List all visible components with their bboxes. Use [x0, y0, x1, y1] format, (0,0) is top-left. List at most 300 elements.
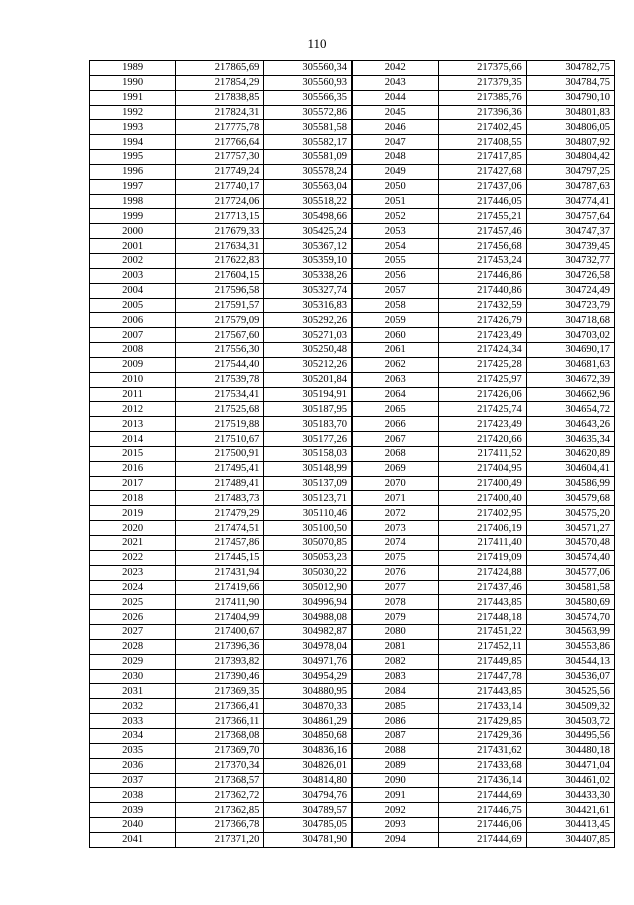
y-coordinate-left: 304850,68 — [264, 728, 352, 743]
point-number-left: 2021 — [90, 536, 176, 551]
x-coordinate-left: 217539,78 — [176, 372, 264, 387]
x-coordinate-right: 217448,18 — [438, 610, 526, 625]
y-coordinate-left: 304814,80 — [264, 773, 352, 788]
coordinates-table — [89, 60, 615, 848]
point-number-left: 1995 — [90, 150, 176, 165]
y-coordinate-right: 304807,92 — [526, 135, 614, 150]
point-number-left: 2004 — [90, 283, 176, 298]
y-coordinate-left: 305187,95 — [264, 402, 352, 417]
y-coordinate-left: 305292,26 — [264, 313, 352, 328]
point-number-right: 2058 — [352, 298, 438, 313]
point-number-left: 2039 — [90, 803, 176, 818]
x-coordinate-right: 217402,95 — [438, 506, 526, 521]
page-number: 110 — [307, 36, 327, 51]
point-number-right: 2050 — [352, 179, 438, 194]
y-coordinate-left: 304988,08 — [264, 610, 352, 625]
point-number-right: 2046 — [352, 120, 438, 135]
point-number-left: 2032 — [90, 699, 176, 714]
y-coordinate-left: 305250,48 — [264, 343, 352, 358]
x-coordinate-left: 217370,34 — [176, 758, 264, 773]
y-coordinate-right: 304571,27 — [526, 521, 614, 536]
y-coordinate-right: 304787,63 — [526, 179, 614, 194]
y-coordinate-right: 304433,30 — [526, 788, 614, 803]
y-coordinate-left: 305271,03 — [264, 328, 352, 343]
point-number-left: 1996 — [90, 164, 176, 179]
y-coordinate-right: 304577,06 — [526, 565, 614, 580]
point-number-left: 2034 — [90, 728, 176, 743]
point-number-left: 1998 — [90, 194, 176, 209]
point-number-right: 2078 — [352, 595, 438, 610]
point-number-left: 2037 — [90, 773, 176, 788]
x-coordinate-right: 217396,36 — [438, 105, 526, 120]
y-coordinate-right: 304703,02 — [526, 328, 614, 343]
x-coordinate-right: 217446,06 — [438, 818, 526, 833]
point-number-left: 2009 — [90, 357, 176, 372]
point-number-left: 2024 — [90, 580, 176, 595]
point-number-right: 2088 — [352, 743, 438, 758]
point-number-right: 2081 — [352, 639, 438, 654]
x-coordinate-right: 217449,85 — [438, 654, 526, 669]
y-coordinate-left: 304789,57 — [264, 803, 352, 818]
y-coordinate-left: 305053,23 — [264, 550, 352, 565]
y-coordinate-left: 305012,90 — [264, 580, 352, 595]
point-number-right: 2051 — [352, 194, 438, 209]
y-coordinate-right: 304739,45 — [526, 239, 614, 254]
table-row — [90, 268, 615, 283]
table-row — [90, 639, 615, 654]
y-coordinate-right: 304407,85 — [526, 832, 614, 847]
y-coordinate-left: 305158,03 — [264, 446, 352, 461]
x-coordinate-left: 217474,51 — [176, 521, 264, 536]
y-coordinate-right: 304757,64 — [526, 209, 614, 224]
x-coordinate-left: 217362,85 — [176, 803, 264, 818]
table-row — [90, 461, 615, 476]
x-coordinate-left: 217445,15 — [176, 550, 264, 565]
y-coordinate-left: 304996,94 — [264, 595, 352, 610]
y-coordinate-left: 305560,34 — [264, 61, 352, 76]
x-coordinate-right: 217425,28 — [438, 357, 526, 372]
y-coordinate-right: 304544,13 — [526, 654, 614, 669]
y-coordinate-right: 304732,77 — [526, 253, 614, 268]
y-coordinate-left: 304870,33 — [264, 699, 352, 714]
y-coordinate-right: 304724,49 — [526, 283, 614, 298]
table-row — [90, 253, 615, 268]
point-number-left: 2025 — [90, 595, 176, 610]
point-number-right: 2052 — [352, 209, 438, 224]
y-coordinate-right: 304747,37 — [526, 224, 614, 239]
point-number-left: 2033 — [90, 714, 176, 729]
x-coordinate-right: 217402,45 — [438, 120, 526, 135]
x-coordinate-left: 217369,35 — [176, 684, 264, 699]
table-row — [90, 179, 615, 194]
table-row — [90, 194, 615, 209]
x-coordinate-left: 217679,33 — [176, 224, 264, 239]
point-number-left: 2026 — [90, 610, 176, 625]
point-number-left: 2010 — [90, 372, 176, 387]
y-coordinate-left: 304794,76 — [264, 788, 352, 803]
y-coordinate-left: 304785,05 — [264, 818, 352, 833]
x-coordinate-right: 217432,59 — [438, 298, 526, 313]
x-coordinate-right: 217444,69 — [438, 788, 526, 803]
table-row — [90, 105, 615, 120]
point-number-left: 1993 — [90, 120, 176, 135]
point-number-right: 2080 — [352, 625, 438, 640]
table-row — [90, 328, 615, 343]
point-number-left: 1994 — [90, 135, 176, 150]
table-row — [90, 654, 615, 669]
table-row — [90, 550, 615, 565]
x-coordinate-left: 217854,29 — [176, 75, 264, 90]
x-coordinate-right: 217417,85 — [438, 150, 526, 165]
y-coordinate-left: 304880,95 — [264, 684, 352, 699]
table-row — [90, 610, 615, 625]
point-number-left: 2019 — [90, 506, 176, 521]
point-number-right: 2089 — [352, 758, 438, 773]
table-row — [90, 357, 615, 372]
point-number-left: 2015 — [90, 446, 176, 461]
y-coordinate-right: 304586,99 — [526, 476, 614, 491]
point-number-right: 2044 — [352, 90, 438, 105]
table-row — [90, 506, 615, 521]
x-coordinate-left: 217457,86 — [176, 536, 264, 551]
point-number-left: 2008 — [90, 343, 176, 358]
point-number-right: 2053 — [352, 224, 438, 239]
point-number-right: 2045 — [352, 105, 438, 120]
x-coordinate-right: 217408,55 — [438, 135, 526, 150]
table-row — [90, 625, 615, 640]
y-coordinate-right: 304672,39 — [526, 372, 614, 387]
point-number-right: 2055 — [352, 253, 438, 268]
table-row — [90, 758, 615, 773]
point-number-left: 2036 — [90, 758, 176, 773]
y-coordinate-right: 304804,42 — [526, 150, 614, 165]
y-coordinate-right: 304421,61 — [526, 803, 614, 818]
table-row — [90, 224, 615, 239]
y-coordinate-left: 305148,99 — [264, 461, 352, 476]
x-coordinate-left: 217740,17 — [176, 179, 264, 194]
point-number-right: 2067 — [352, 432, 438, 447]
y-coordinate-left: 305578,24 — [264, 164, 352, 179]
y-coordinate-right: 304782,75 — [526, 61, 614, 76]
y-coordinate-left: 305560,93 — [264, 75, 352, 90]
x-coordinate-right: 217433,14 — [438, 699, 526, 714]
point-number-right: 2060 — [352, 328, 438, 343]
table-row — [90, 773, 615, 788]
x-coordinate-right: 217411,52 — [438, 446, 526, 461]
x-coordinate-left: 217824,31 — [176, 105, 264, 120]
point-number-right: 2057 — [352, 283, 438, 298]
y-coordinate-left: 305563,04 — [264, 179, 352, 194]
x-coordinate-left: 217556,30 — [176, 343, 264, 358]
point-number-right: 2049 — [352, 164, 438, 179]
x-coordinate-left: 217390,46 — [176, 669, 264, 684]
x-coordinate-left: 217495,41 — [176, 461, 264, 476]
x-coordinate-left: 217519,88 — [176, 417, 264, 432]
x-coordinate-left: 217579,09 — [176, 313, 264, 328]
x-coordinate-left: 217368,57 — [176, 773, 264, 788]
x-coordinate-left: 217411,90 — [176, 595, 264, 610]
table-row — [90, 432, 615, 447]
x-coordinate-right: 217406,19 — [438, 521, 526, 536]
point-number-right: 2093 — [352, 818, 438, 833]
x-coordinate-right: 217446,86 — [438, 268, 526, 283]
x-coordinate-right: 217423,49 — [438, 417, 526, 432]
x-coordinate-left: 217431,94 — [176, 565, 264, 580]
y-coordinate-left: 305212,26 — [264, 357, 352, 372]
point-number-right: 2075 — [352, 550, 438, 565]
point-number-right: 2066 — [352, 417, 438, 432]
y-coordinate-left: 304826,01 — [264, 758, 352, 773]
point-number-left: 2011 — [90, 387, 176, 402]
y-coordinate-left: 305183,70 — [264, 417, 352, 432]
x-coordinate-right: 217411,40 — [438, 536, 526, 551]
y-coordinate-right: 304461,02 — [526, 773, 614, 788]
point-number-right: 2059 — [352, 313, 438, 328]
table-row — [90, 818, 615, 833]
table-row — [90, 491, 615, 506]
point-number-right: 2086 — [352, 714, 438, 729]
point-number-left: 1989 — [90, 61, 176, 76]
y-coordinate-left: 305110,46 — [264, 506, 352, 521]
table-row — [90, 164, 615, 179]
point-number-right: 2070 — [352, 476, 438, 491]
x-coordinate-left: 217766,64 — [176, 135, 264, 150]
x-coordinate-right: 217446,05 — [438, 194, 526, 209]
x-coordinate-left: 217544,40 — [176, 357, 264, 372]
x-coordinate-left: 217567,60 — [176, 328, 264, 343]
table-row — [90, 75, 615, 90]
table-row — [90, 699, 615, 714]
point-number-right: 2065 — [352, 402, 438, 417]
x-coordinate-right: 217424,88 — [438, 565, 526, 580]
x-coordinate-right: 217420,66 — [438, 432, 526, 447]
table-row — [90, 90, 615, 105]
x-coordinate-right: 217437,06 — [438, 179, 526, 194]
y-coordinate-right: 304553,86 — [526, 639, 614, 654]
y-coordinate-right: 304643,26 — [526, 417, 614, 432]
y-coordinate-right: 304471,04 — [526, 758, 614, 773]
y-coordinate-right: 304718,68 — [526, 313, 614, 328]
x-coordinate-left: 217596,58 — [176, 283, 264, 298]
y-coordinate-right: 304509,32 — [526, 699, 614, 714]
x-coordinate-left: 217489,41 — [176, 476, 264, 491]
y-coordinate-left: 305177,26 — [264, 432, 352, 447]
table-row — [90, 476, 615, 491]
y-coordinate-left: 305030,22 — [264, 565, 352, 580]
x-coordinate-right: 217444,69 — [438, 832, 526, 847]
y-coordinate-right: 304797,25 — [526, 164, 614, 179]
y-coordinate-right: 304790,10 — [526, 90, 614, 105]
point-number-left: 1999 — [90, 209, 176, 224]
y-coordinate-right: 304413,45 — [526, 818, 614, 833]
x-coordinate-left: 217634,31 — [176, 239, 264, 254]
y-coordinate-left: 304982,87 — [264, 625, 352, 640]
x-coordinate-right: 217427,68 — [438, 164, 526, 179]
point-number-right: 2085 — [352, 699, 438, 714]
x-coordinate-right: 217425,97 — [438, 372, 526, 387]
x-coordinate-right: 217429,85 — [438, 714, 526, 729]
point-number-left: 2018 — [90, 491, 176, 506]
point-number-left: 1997 — [90, 179, 176, 194]
point-number-left: 1991 — [90, 90, 176, 105]
table-row — [90, 580, 615, 595]
point-number-left: 2000 — [90, 224, 176, 239]
table-row — [90, 135, 615, 150]
point-number-right: 2056 — [352, 268, 438, 283]
y-coordinate-left: 305359,10 — [264, 253, 352, 268]
y-coordinate-right: 304654,72 — [526, 402, 614, 417]
y-coordinate-right: 304784,75 — [526, 75, 614, 90]
x-coordinate-right: 217379,35 — [438, 75, 526, 90]
y-coordinate-left: 305123,71 — [264, 491, 352, 506]
y-coordinate-right: 304575,20 — [526, 506, 614, 521]
y-coordinate-left: 304836,16 — [264, 743, 352, 758]
table-row — [90, 313, 615, 328]
x-coordinate-left: 217510,67 — [176, 432, 264, 447]
point-number-right: 2084 — [352, 684, 438, 699]
y-coordinate-left: 305316,83 — [264, 298, 352, 313]
point-number-right: 2090 — [352, 773, 438, 788]
x-coordinate-left: 217534,41 — [176, 387, 264, 402]
table-row — [90, 521, 615, 536]
y-coordinate-left: 304954,29 — [264, 669, 352, 684]
x-coordinate-left: 217400,67 — [176, 625, 264, 640]
y-coordinate-left: 305194,91 — [264, 387, 352, 402]
y-coordinate-right: 304570,48 — [526, 536, 614, 551]
point-number-right: 2072 — [352, 506, 438, 521]
y-coordinate-right: 304563,99 — [526, 625, 614, 640]
y-coordinate-right: 304620,89 — [526, 446, 614, 461]
x-coordinate-right: 217400,49 — [438, 476, 526, 491]
table-row — [90, 743, 615, 758]
point-number-left: 2030 — [90, 669, 176, 684]
x-coordinate-left: 217604,15 — [176, 268, 264, 283]
point-number-left: 2031 — [90, 684, 176, 699]
x-coordinate-right: 217440,86 — [438, 283, 526, 298]
y-coordinate-right: 304579,68 — [526, 491, 614, 506]
point-number-right: 2047 — [352, 135, 438, 150]
x-coordinate-right: 217443,85 — [438, 595, 526, 610]
y-coordinate-left: 305582,17 — [264, 135, 352, 150]
y-coordinate-left: 305581,09 — [264, 150, 352, 165]
y-coordinate-right: 304604,41 — [526, 461, 614, 476]
x-coordinate-left: 217393,82 — [176, 654, 264, 669]
table-row — [90, 239, 615, 254]
point-number-left: 2005 — [90, 298, 176, 313]
y-coordinate-right: 304801,83 — [526, 105, 614, 120]
point-number-right: 2054 — [352, 239, 438, 254]
x-coordinate-right: 217452,11 — [438, 639, 526, 654]
y-coordinate-right: 304480,18 — [526, 743, 614, 758]
point-number-right: 2074 — [352, 536, 438, 551]
x-coordinate-left: 217369,70 — [176, 743, 264, 758]
x-coordinate-left: 217525,68 — [176, 402, 264, 417]
y-coordinate-left: 305327,74 — [264, 283, 352, 298]
x-coordinate-right: 217437,46 — [438, 580, 526, 595]
point-number-left: 2014 — [90, 432, 176, 447]
y-coordinate-left: 305338,26 — [264, 268, 352, 283]
y-coordinate-left: 305100,50 — [264, 521, 352, 536]
table-row — [90, 150, 615, 165]
x-coordinate-left: 217368,08 — [176, 728, 264, 743]
x-coordinate-left: 217404,99 — [176, 610, 264, 625]
table-row — [90, 788, 615, 803]
x-coordinate-left: 217838,85 — [176, 90, 264, 105]
x-coordinate-left: 217366,11 — [176, 714, 264, 729]
x-coordinate-left: 217865,69 — [176, 61, 264, 76]
table-row — [90, 298, 615, 313]
table-row — [90, 61, 615, 76]
point-number-left: 2027 — [90, 625, 176, 640]
x-coordinate-left: 217713,15 — [176, 209, 264, 224]
point-number-left: 2023 — [90, 565, 176, 580]
x-coordinate-right: 217456,68 — [438, 239, 526, 254]
y-coordinate-left: 305581,58 — [264, 120, 352, 135]
point-number-left: 2040 — [90, 818, 176, 833]
y-coordinate-left: 305425,24 — [264, 224, 352, 239]
x-coordinate-left: 217622,83 — [176, 253, 264, 268]
y-coordinate-right: 304536,07 — [526, 669, 614, 684]
y-coordinate-left: 305137,09 — [264, 476, 352, 491]
table-row — [90, 684, 615, 699]
point-number-right: 2094 — [352, 832, 438, 847]
x-coordinate-right: 217431,62 — [438, 743, 526, 758]
x-coordinate-right: 217375,66 — [438, 61, 526, 76]
point-number-left: 2035 — [90, 743, 176, 758]
x-coordinate-left: 217757,30 — [176, 150, 264, 165]
table-row — [90, 120, 615, 135]
point-number-left: 1992 — [90, 105, 176, 120]
x-coordinate-right: 217455,21 — [438, 209, 526, 224]
table-body — [90, 61, 615, 848]
point-number-left: 2003 — [90, 268, 176, 283]
y-coordinate-left: 305367,12 — [264, 239, 352, 254]
point-number-right: 2092 — [352, 803, 438, 818]
y-coordinate-right: 304806,05 — [526, 120, 614, 135]
y-coordinate-left: 305201,84 — [264, 372, 352, 387]
point-number-left: 2006 — [90, 313, 176, 328]
point-number-left: 2041 — [90, 832, 176, 847]
y-coordinate-right: 304503,72 — [526, 714, 614, 729]
point-number-right: 2064 — [352, 387, 438, 402]
x-coordinate-right: 217404,95 — [438, 461, 526, 476]
y-coordinate-right: 304662,96 — [526, 387, 614, 402]
point-number-right: 2077 — [352, 580, 438, 595]
x-coordinate-left: 217419,66 — [176, 580, 264, 595]
x-coordinate-right: 217436,14 — [438, 773, 526, 788]
point-number-left: 2012 — [90, 402, 176, 417]
x-coordinate-right: 217400,40 — [438, 491, 526, 506]
x-coordinate-left: 217366,78 — [176, 818, 264, 833]
table-row — [90, 803, 615, 818]
table-row — [90, 832, 615, 847]
table-row — [90, 565, 615, 580]
y-coordinate-right: 304580,69 — [526, 595, 614, 610]
point-number-left: 1990 — [90, 75, 176, 90]
y-coordinate-right: 304635,34 — [526, 432, 614, 447]
point-number-right: 2063 — [352, 372, 438, 387]
point-number-right: 2043 — [352, 75, 438, 90]
x-coordinate-right: 217426,79 — [438, 313, 526, 328]
table-row — [90, 402, 615, 417]
table-row — [90, 714, 615, 729]
y-coordinate-right: 304723,79 — [526, 298, 614, 313]
y-coordinate-left: 304971,76 — [264, 654, 352, 669]
x-coordinate-left: 217362,72 — [176, 788, 264, 803]
x-coordinate-right: 217457,46 — [438, 224, 526, 239]
table-row — [90, 536, 615, 551]
y-coordinate-right: 304726,58 — [526, 268, 614, 283]
